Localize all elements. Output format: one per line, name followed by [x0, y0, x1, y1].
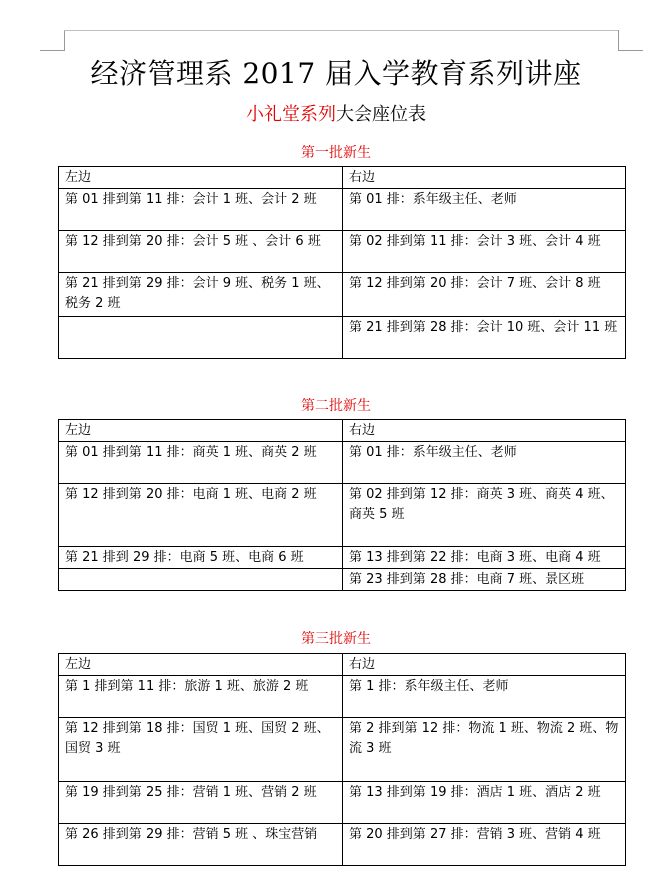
cell-right: 第 13 排到第 22 排：电商 3 班、电商 4 班 [343, 547, 626, 569]
cell-right: 第 13 排到第 19 排：酒店 1 班、酒店 2 班 [343, 782, 626, 824]
cell-right: 第 23 排到第 28 排：电商 7 班、景区班 [343, 569, 626, 591]
table-header-row [59, 167, 626, 189]
batch-3-table [58, 653, 626, 866]
table-row [59, 782, 626, 824]
cell-right: 第 1 排：系年级主任、老师 [343, 676, 626, 718]
cell-left: 第 12 排到第 20 排：会计 5 班 、会计 6 班 [59, 231, 343, 273]
cell-left: 第 1 排到第 11 排：旅游 1 班、旅游 2 班 [59, 676, 343, 718]
batch-3-title: 第三批新生 [301, 631, 371, 647]
cell-left: 第 12 排到第 20 排：电商 1 班、电商 2 班 [59, 484, 343, 547]
batch-1-title: 第一批新生 [301, 145, 371, 161]
cell-left: 第 21 排到第 29 排：会计 9 班、税务 1 班、税务 2 班 [59, 273, 343, 317]
cell-right: 第 01 排：系年级主任、老师 [343, 442, 626, 484]
page-header-line [64, 30, 618, 31]
table-row [59, 317, 626, 359]
batch-2-table [58, 419, 626, 591]
table-row [59, 189, 626, 231]
table-row [59, 547, 626, 569]
cell-right: 第 2 排到第 12 排：物流 1 班、物流 2 班、物流 3 班 [343, 718, 626, 782]
table-row [59, 484, 626, 547]
cell-left: 第 21 排到 29 排：电商 5 班、电商 6 班 [59, 547, 343, 569]
cell-left: 第 19 排到第 25 排：营销 1 班、营销 2 班 [59, 782, 343, 824]
crop-mark-top-right [618, 30, 643, 51]
table-row [59, 442, 626, 484]
cell-right: 第 20 排到第 27 排：营销 3 班、营销 4 班 [343, 824, 626, 866]
cell-left: 第 01 排到第 11 排：会计 1 班、会计 2 班 [59, 189, 343, 231]
cell-right: 第 02 排到第 11 排：会计 3 班、会计 4 班 [343, 231, 626, 273]
table-row [59, 824, 626, 866]
batch-1-table [58, 166, 626, 359]
cell-left [59, 569, 343, 591]
table-row [59, 718, 626, 782]
table-header-row [59, 420, 626, 442]
table-row [59, 231, 626, 273]
crop-mark-top-left [40, 30, 65, 51]
cell-right: 第 02 排到第 12 排：商英 3 班、商英 4 班、商英 5 班 [343, 484, 626, 547]
cell-left: 第 01 排到第 11 排：商英 1 班、商英 2 班 [59, 442, 343, 484]
header-right: 右边 [343, 654, 626, 676]
table-row [59, 273, 626, 317]
batch-2-title: 第二批新生 [301, 398, 371, 414]
header-right: 右边 [343, 167, 626, 189]
cell-right: 第 01 排：系年级主任、老师 [343, 189, 626, 231]
cell-left: 第 26 排到第 29 排：营销 5 班 、珠宝营销 [59, 824, 343, 866]
table-header-row [59, 654, 626, 676]
document-subtitle [0, 102, 672, 128]
cell-right: 第 21 排到第 28 排：会计 10 班、会计 11 班 [343, 317, 626, 359]
document-title: 经济管理系 2017 届入学教育系列讲座 [90, 57, 582, 90]
header-left: 左边 [59, 420, 343, 442]
table-row [59, 569, 626, 591]
subtitle-highlight: 小礼堂系列 [246, 104, 336, 125]
cell-left [59, 317, 343, 359]
header-left: 左边 [59, 167, 343, 189]
table-row [59, 676, 626, 718]
subtitle-rest: 大会座位表 [336, 104, 426, 125]
header-left: 左边 [59, 654, 343, 676]
cell-left: 第 12 排到第 18 排：国贸 1 班、国贸 2 班、国贸 3 班 [59, 718, 343, 782]
cell-right: 第 12 排到第 20 排：会计 7 班、会计 8 班 [343, 273, 626, 317]
header-right: 右边 [343, 420, 626, 442]
